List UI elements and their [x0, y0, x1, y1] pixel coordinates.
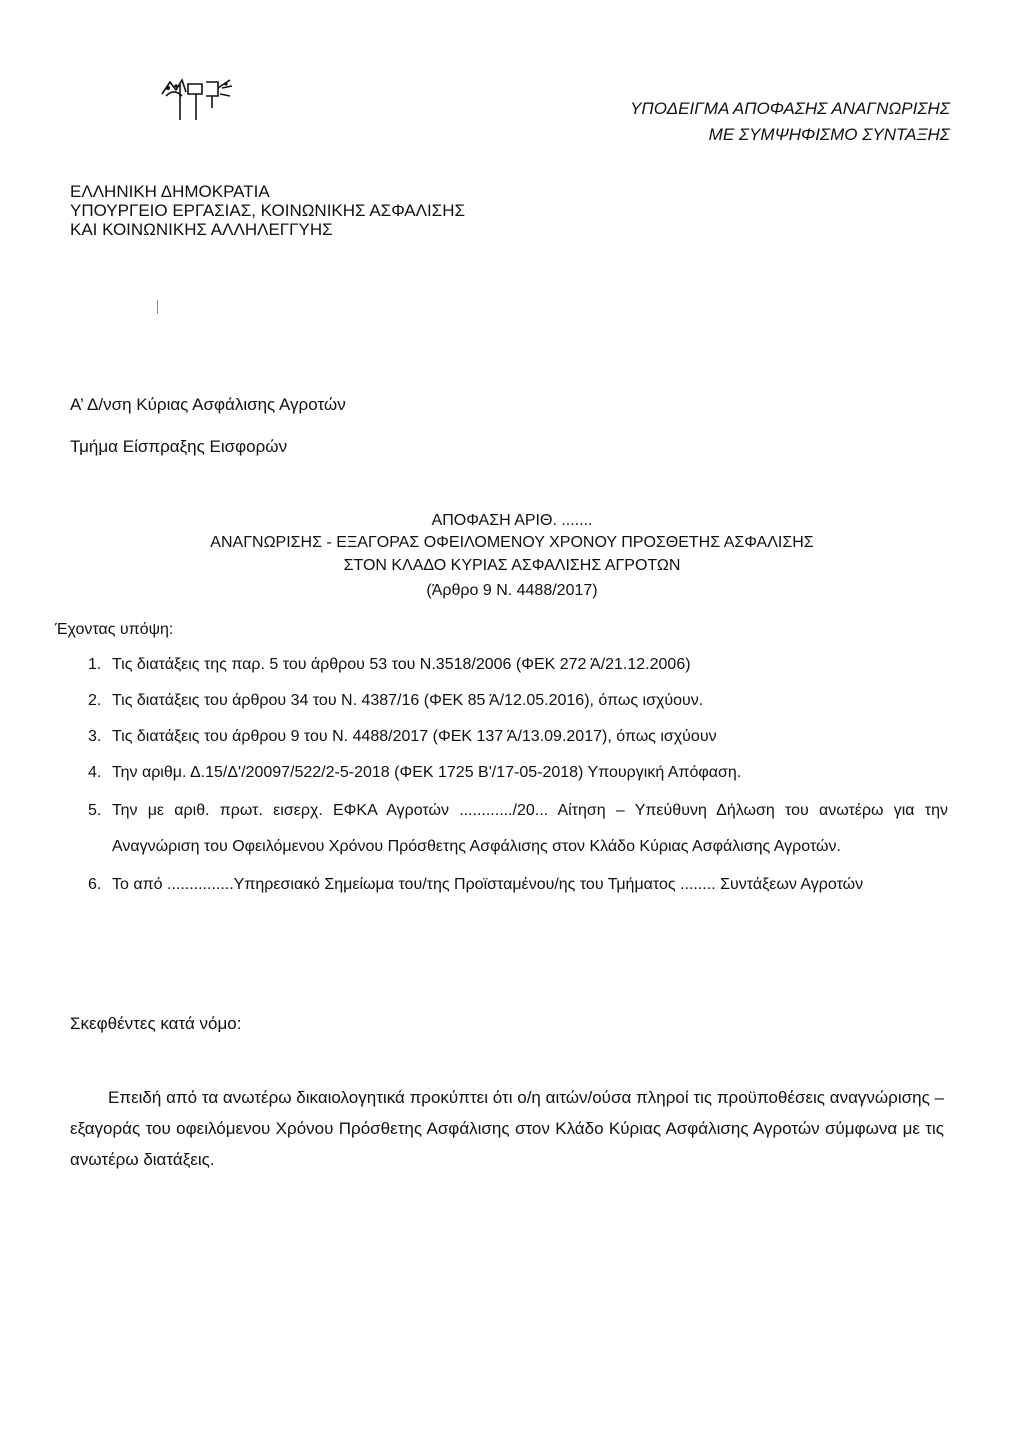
ministry-line2: ΥΠΟΥΡΓΕΙΟ ΕΡΓΑΣΙΑΣ, ΚΟΙΝΩΝΙΚΗΣ ΑΣΦΑΛΙΣΗΣ	[70, 201, 465, 220]
list-item	[88, 655, 948, 675]
decision-number: ΑΠΟΦΑΣΗ ΑΡΙΘ. .......	[431, 512, 593, 529]
reasoning-paragraph: Επειδή από τα ανωτέρω δικαιολογητικά προκύπτει ότι ο/η αιτών/ούσα πληροί τις προϋποθέσεις αναγνώρισης – εξαγοράς του οφειλόμενου Χρόνου Πρόσθετης Ασφάλισης στον Κλάδο Κύριας Ασφάλισης Αγροτών σύμφωνα με τις ανωτέρω διατάξεις.	[70, 1088, 944, 1169]
ministry-line3: ΚΑΙ ΚΟΙΝΩΝΙΚΗΣ ΑΛΛΗΛΕΓΓΥΗΣ	[70, 220, 333, 239]
list-item-text: Την αριθμ. Δ.15/Δ'/20097/522/2-5-2018 (ΦΕΚ 1725 Β'/17-05-2018) Υπουργική Απόφαση.	[112, 764, 742, 781]
section-name: Τμήμα Είσπραξης Εισφορών	[70, 437, 288, 456]
reasoning-label: Σκεφθέντες κατά νόμο:	[70, 1014, 242, 1033]
list-item-text: Τις διατάξεις του άρθρου 34 του Ν. 4387/16 (ΦΕΚ 85 Ά/12.05.2016), όπως ισχύουν.	[112, 692, 704, 709]
list-item	[88, 727, 948, 747]
list-item-text: Τις διατάξεις του άρθρου 9 του Ν. 4488/2017 (ΦΕΚ 137 Ά/13.09.2017), όπως ισχύουν	[112, 728, 717, 745]
directorate-name: Α’ Δ/νση Κύριας Ασφάλισης Αγροτών	[70, 395, 346, 414]
decision-title-line1: ΑΝΑΓΝΩΡΙΣΗΣ - ΕΞΑΓΟΡΑΣ ΟΦΕΙΛΟΜΕΝΟΥ ΧΡΟΝΟΥ ΠΡΟΣΘΕΤΗΣ ΑΣΦΑΛΙΣΗΣ	[210, 534, 814, 551]
list-item	[88, 793, 948, 865]
list-item-number: 4.	[88, 764, 102, 781]
list-item	[88, 867, 948, 903]
list-item-text: Την με αριθ. πρωτ. εισερχ. ΕΦΚΑ Αγροτών ............/20... Αίτηση – Υπεύθυνη Δήλωση του ανωτέρω για την Αναγνώριση του Οφειλόμενου Χρόνου Πρόσθετης Ασφάλισης στον Κλάδο Κύριας Ασφάλισης Αγροτών.	[112, 802, 948, 855]
decision-article: (Άρθρο 9 Ν. 4488/2017)	[426, 582, 598, 599]
list-item	[88, 691, 948, 711]
list-item	[88, 763, 948, 783]
list-item-number: 3.	[88, 728, 102, 745]
considering-label: Έχοντας υπόψη:	[55, 621, 174, 638]
considering-list	[88, 655, 948, 903]
scan-mark	[157, 300, 158, 314]
decision-title-line2: ΣΤΟΝ ΚΛΑΔΟ ΚΥΡΙΑΣ ΑΣΦΑΛΙΣΗΣ ΑΓΡΟΤΩΝ	[343, 557, 681, 574]
sample-title-line1: ΥΠΟΔΕΙΓΜΑ ΑΠΟΦΑΣΗΣ ΑΝΑΓΝΩΡΙΣΗΣ	[630, 99, 950, 118]
ministry-line1: ΕΛΛΗΝΙΚΗ ΔΗΜΟΚΡΑΤΙΑ	[70, 182, 270, 201]
list-item-number: 2.	[88, 692, 102, 709]
sample-title-line2: ΜΕ ΣΥΜΨΗΦΙΣΜΟ ΣΥΝΤΑΞΗΣ	[708, 125, 950, 144]
list-item-number: 5.	[88, 802, 102, 819]
list-item-text: Το από ...............Υπηρεσιακό Σημείωμα του/της Προϊσταμένου/ης του Τμήματος ........ Συντάξεων Αγροτών	[112, 876, 864, 893]
logo-icon	[152, 74, 238, 124]
list-item-number: 1.	[88, 656, 102, 673]
sample-title	[630, 96, 950, 148]
list-item-number: 6.	[88, 876, 102, 893]
department-block	[70, 384, 346, 468]
ministry-block	[70, 182, 465, 239]
list-item-text: Τις διατάξεις της παρ. 5 του άρθρου 53 του Ν.3518/2006 (ΦΕΚ 272 Ά/21.12.2006)	[112, 656, 691, 673]
